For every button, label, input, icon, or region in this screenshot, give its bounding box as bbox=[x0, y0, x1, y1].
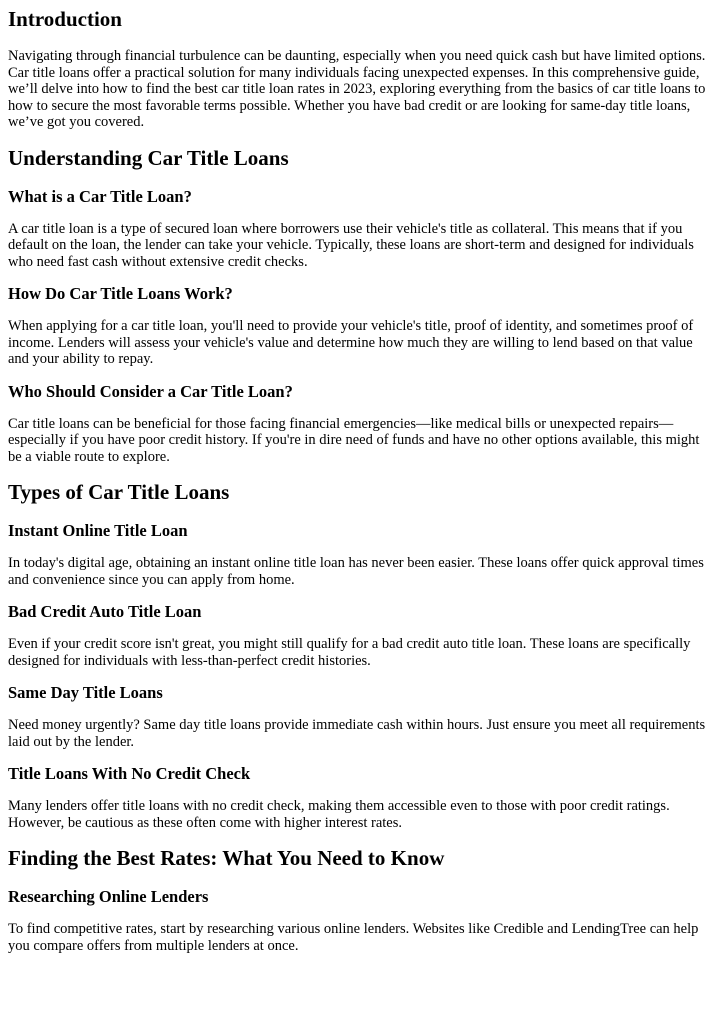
article bbox=[0, 6, 720, 954]
section-heading-best-rates: Finding the Best Rates: What You Need to Know bbox=[8, 846, 445, 870]
subheading-bad-credit: Bad Credit Auto Title Loan bbox=[8, 602, 202, 621]
section-heading-understanding: Understanding Car Title Loans bbox=[8, 145, 289, 170]
section-heading-types: Types of Car Title Loans bbox=[8, 480, 230, 504]
paragraph-what-is: A car title loan is a type of secured loan where borrowers use their vehicle's title as collateral. This means that if you default on the loan, the lender can take your vehicle. Typically, these loans are short-term and designed for individuals who need fast cash without extensive credit checks. bbox=[8, 220, 694, 270]
paragraph-researching: To find competitive rates, start by researching various online lenders. Websites like Credible and LendingTree can help you compare offers from multiple lenders at once. bbox=[8, 921, 699, 954]
subheading-researching: Researching Online Lenders bbox=[8, 887, 209, 906]
section-heading-introduction: Introduction bbox=[8, 7, 122, 31]
subheading-instant-online: Instant Online Title Loan bbox=[8, 521, 188, 540]
paragraph-who-should: Car title loans can be beneficial for those facing financial emergencies—like medical bills or unexpected repairs—especially if you have poor credit history. If you're in dire need of funds and have no other options available, this might be a viable route to explore. bbox=[8, 415, 700, 465]
paragraph-instant-online: In today's digital age, obtaining an instant online title loan has never been easier. These loans offer quick approval times and convenience since you can apply from home. bbox=[8, 555, 704, 588]
introduction-paragraph: Navigating through financial turbulence can be daunting, especially when you need quick cash but have limited options. Car title loans offer a practical solution for many individuals facing unexpected expenses. In this comprehensive guide, we’ll delve into how to find the best car title loan rates in 2023, exploring everything from the basics of car title loans to how to secure the most favorable terms possible. Whether you have bad credit or are looking for same-day title loans, we’ve got you covered. bbox=[8, 48, 706, 130]
subheading-no-credit-check: Title Loans With No Credit Check bbox=[8, 764, 251, 783]
subheading-how-work: How Do Car Title Loans Work? bbox=[8, 284, 233, 303]
subheading-who-should: Who Should Consider a Car Title Loan? bbox=[8, 381, 293, 401]
subheading-same-day: Same Day Title Loans bbox=[8, 683, 163, 702]
paragraph-how-work: When applying for a car title loan, you'll need to provide your vehicle's title, proof of identity, and sometimes proof of income. Lenders will assess your vehicle's value and determine how much they are willing to lend based on that value and your ability to repay. bbox=[8, 318, 694, 367]
paragraph-same-day: Need money urgently? Same day title loans provide immediate cash within hours. Just ensure you meet all requirements laid out by the lender. bbox=[8, 717, 706, 750]
paragraph-bad-credit: Even if your credit score isn't great, you might still qualify for a bad credit auto title loan. These loans are specifically designed for individuals with less-than-perfect credit histories. bbox=[8, 636, 691, 669]
paragraph-no-credit-check: Many lenders offer title loans with no credit check, making them accessible even to those with poor credit ratings. However, be cautious as these often come with higher interest rates. bbox=[8, 798, 670, 831]
subheading-what-is: What is a Car Title Loan? bbox=[8, 186, 192, 206]
